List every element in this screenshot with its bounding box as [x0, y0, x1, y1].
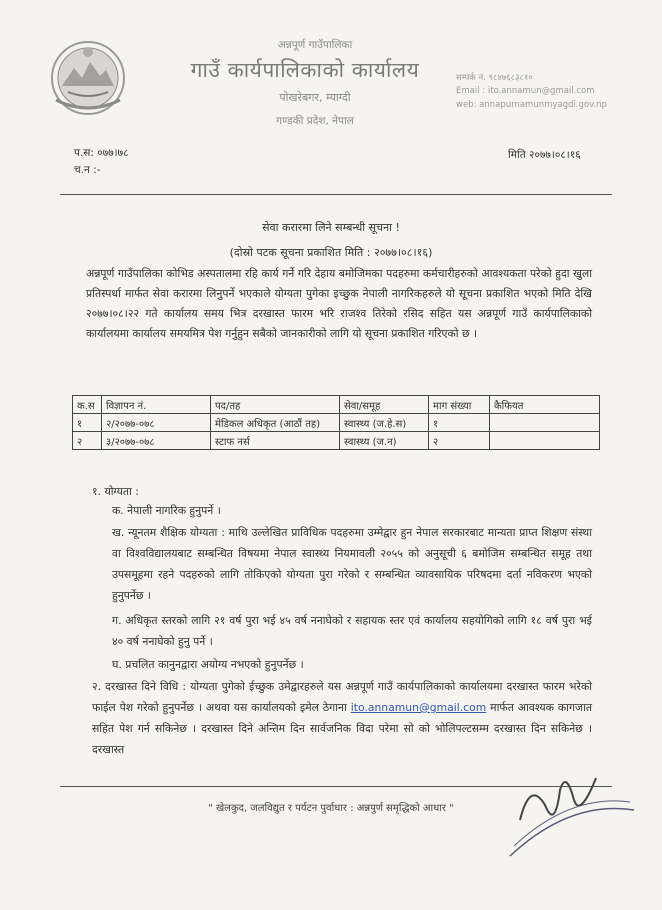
application-text-before-email: २. दरखास्त दिने विधि : योग्यता पुगेको ईच्छुक उमेद्वारहरुले यस अन्नपूर्ण गाउँ कार्यपालिकाको कार्यालयमा दरखास्त फारम भरेको फाईल पेश गरेको हुनुपर्नेछ । अथवा यस कार्यालयको इमेल ठेगाना [92, 680, 592, 714]
cell-demand-count: १ [429, 414, 490, 432]
footer-slogan: " खेलकुद, जलविद्युत र पर्यटन पुर्वाधार : अन्नपुर्ण समृद्धिको आधार " [208, 803, 454, 814]
col-header-sn: क.स [73, 396, 102, 414]
cell-remarks [490, 414, 600, 432]
notice-subject: सेवा करारमा लिने सम्बन्धी सूचना ! [262, 221, 400, 234]
col-header-service-group: सेवा/समूह [340, 396, 429, 414]
header-divider [60, 194, 612, 195]
application-text-after-email: मार्फत आवश्यक कागजात सहित पेश गर्न सकिनेछ । दरखास्त दिने अन्तिम दिन सार्वजनिक विदा परेमा सो को भोलिपल्टसम्म दरखास्त दिन सकिनेछ । दरखास्त [92, 701, 593, 756]
cell-ad-number: २/२०७७-०७८ [102, 414, 211, 432]
signature-stamp-icon [500, 760, 640, 860]
table-header-row [73, 396, 600, 414]
cell-post-level: मेडिकल अधिकृत (आठौं तह) [211, 414, 340, 432]
cell-remarks [490, 432, 600, 450]
application-email-link[interactable]: ito.annamun@gmail.com [350, 701, 487, 714]
patra-sankhya: प.स: ०७७।७८ [74, 147, 129, 159]
cell-service-group: स्वास्थ्य (ज.न) [340, 432, 429, 450]
org-name-top: अन्नपूर्ण गाउँपालिका [277, 39, 353, 51]
table-row [73, 432, 600, 450]
qualification-ka: क. नेपाली नागरिक हुनुपर्ने । [112, 504, 221, 517]
qualification-heading: १. योग्यता : [92, 485, 139, 498]
chalani-number: च.न :- [74, 164, 101, 176]
vacancy-table [72, 395, 600, 450]
address-line-1: पोखरेबगर, म्याग्दी [279, 91, 351, 104]
contact-web: web: annapurnamunmyagdi.gov.np [456, 100, 607, 110]
nepal-emblem-icon [48, 38, 128, 118]
letter-date: मिति २०७७।०८।१६ [508, 149, 581, 161]
table-row [73, 414, 600, 432]
notice-intro-paragraph: अन्नपूर्ण गाउँपालिका कोभिड अस्पतालमा रहि कार्य गर्ने गरि देहाय बमोजिमका पदहरुमा कर्मचारीहरुको आवश्यकता परेको हुदा खुला प्रतिस्पर्धा मार्फत सेवा करारमा लिनुपर्ने भएकाले योग्यता पुगेका इच्छुक नेपाली नागरिकहरुले यो सूचना प्रकाशित भएको मिति देखि २०७७।०८।२२ गते कार्यालय समय भित्र दरखास्त फारम भरि राजश्व तिरेको रसिद सहित यस अन्नपूर्ण गाउँ कार्यपालिकाको कार्यालयमा कार्यालय समयमित्र पेश गर्नुहुन सबैको जानकारीको लागि यो सूचना प्रकाशित गरिएको छ । [86, 267, 592, 340]
cell-sn: १ [73, 414, 102, 432]
col-header-post-level: पद/तह [211, 396, 340, 414]
cell-post-level: स्टाफ नर्स [211, 432, 340, 450]
cell-sn: २ [73, 432, 102, 450]
qualification-ga: ग. अधिकृत स्तरको लागि २१ वर्ष पुरा भई ४५ वर्ष ननाघेको र सहायक स्तर एवं कार्यालय सहयोगिको लागि १८ वर्ष पुरा भई ४० वर्ष ननाघेको हुनु पर्ने । [112, 614, 592, 648]
cell-ad-number: ३/२०७७-०७८ [102, 432, 211, 450]
application-method-paragraph [92, 676, 592, 760]
cell-demand-count: २ [429, 432, 490, 450]
cell-service-group: स्वास्थ्य (ज.हे.स) [340, 414, 429, 432]
contact-email: Email : ito.annamun@gmail.com [456, 86, 595, 96]
qualification-kha: ख. न्यूनतम शैक्षिक योग्यता : माथि उल्लेखित प्राविधिक पदहरुमा उम्मेद्वार हुन नेपाल सरकारबाट मान्यता प्राप्त शिक्षण संस्था वा विश्वविद्यालयबाट सम्बन्धित विषयमा नेपाल स्वास्थ्य नियमावली २०५५ को अनुसूची ६ बमोजिम सम्बन्धित समूह तथा उपसमूहमा रहने पदहरुको लागि तोकिएको योग्यता पुरा गरेको र सम्बन्धित व्यावसायिक परिषदमा दर्ता नविकरण भएको हुनुपर्नेछ । [112, 526, 592, 602]
col-header-demand-count: माग संख्या [429, 396, 490, 414]
second-publication-date: (दोस्रो पटक सूचना प्रकाशित मिति : २०७७।०८।१६) [229, 246, 433, 259]
address-line-2: गण्डकी प्रदेश, नेपाल [276, 115, 354, 127]
qualification-gha: घ. प्रचलित कानुनद्वारा अयोग्य नभएको हुनुपर्नेछ । [112, 658, 304, 671]
col-header-ad-number: विज्ञापन नं. [102, 396, 211, 414]
office-title: गाउँ कार्यपालिकाको कार्यालय [190, 58, 420, 82]
contact-phone: सम्पर्क नं. ९८४७६८३८१० [456, 73, 533, 83]
col-header-remarks: कैफियत [490, 396, 600, 414]
